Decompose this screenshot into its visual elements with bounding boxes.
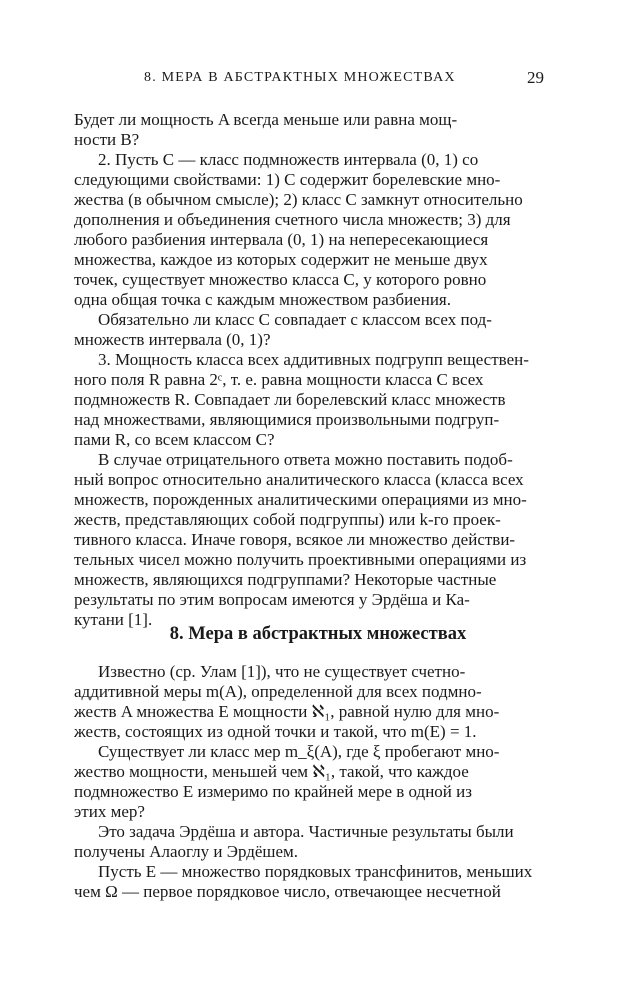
text-line: ности B? (74, 130, 140, 149)
text-line: 3. Мощность класса всех аддитивных подгрупп веществен- (98, 350, 529, 369)
page-number: 29 (527, 68, 544, 87)
text-line: 2. Пусть C — класс подмножеств интервала (0, 1) со (98, 150, 479, 169)
text-line: Обязательно ли класс C совпадает с классом всех под- (98, 310, 492, 329)
running-head (74, 70, 544, 94)
text-line: тельных чисел можно получить проективными операциями из (74, 550, 527, 569)
text-line: кутани [1]. (74, 610, 153, 629)
text-line: Будет ли мощность A всегда меньше или равна мощ- (74, 110, 458, 129)
running-head-title: 8. МЕРА В АБСТРАКТНЫХ МНОЖЕСТВАХ (144, 70, 456, 85)
text-line: пами R, со всем классом C? (74, 430, 275, 449)
text-line: множеств интервала (0, 1)? (74, 330, 271, 349)
text-line: следующими свойствами: 1) C содержит борелевские мно- (74, 170, 501, 189)
text-line: дополнения и объединения счетного числа множеств; 3) для (74, 210, 511, 229)
text-line: результаты по этим вопросам имеются у Эрдёша и Ка- (74, 590, 470, 609)
text-line: В случае отрицательного ответа можно поставить подоб- (98, 450, 513, 469)
text-line: Пусть E — множество порядковых трансфинитов, меньших (98, 862, 533, 881)
text-line: любого разбиения интервала (0, 1) на непересекающиеся (74, 230, 489, 249)
text-line: жество мощности, меньшей чем ℵ₁, такой, что каждое (74, 762, 469, 781)
text-line: жеств A множества E мощности ℵ₁, равной нулю для мно- (74, 702, 500, 721)
text-line: подмножеств R. Совпадает ли борелевский класс множеств (74, 390, 506, 409)
text-line: ный вопрос относительно аналитического класса (класса всех (74, 470, 524, 489)
text-line: ного поля R равна 2ᶜ, т. е. равна мощности класса C всех (74, 370, 484, 389)
text-line: одна общая точка с каждым множеством разбиения. (74, 290, 451, 309)
text-line: Известно (ср. Улам [1]), что не существует счетно- (98, 662, 466, 681)
text-line: жеств, представляющих собой подгруппы) или k-го проек- (74, 510, 501, 529)
text-line: чем Ω — первое порядковое число, отвечающее несчетной (74, 882, 501, 901)
text-line: жеств, состоящих из одной точки и такой, что m(E) = 1. (74, 722, 477, 741)
text-line: множества, каждое из которых содержит не меньше двух (74, 250, 488, 269)
text-line: точек, существует множество класса C, у которого ровно (74, 270, 487, 289)
text-line: аддитивной меры m(A), определенной для всех подмно- (74, 682, 482, 701)
text-line: Существует ли класс мер m_ξ(A), где ξ пробегают мно- (98, 742, 500, 761)
text-line: над множествами, являющимися произвольными подгруп- (74, 410, 500, 429)
text-line: подмножество E измеримо по крайней мере в одной из (74, 782, 472, 801)
text-line: множеств, порожденных аналитическими операциями из мно- (74, 490, 527, 509)
text-line: множеств, являющихся подгруппами? Некоторые частные (74, 570, 497, 589)
text-line: получены Алаоглу и Эрдёшем. (74, 842, 299, 861)
text-line: жества (в обычном смысле); 2) класс C замкнут относительно (74, 190, 523, 209)
text-line: Это задача Эрдёша и автора. Частичные результаты были (98, 822, 514, 841)
text-line: этих мер? (74, 802, 145, 821)
text-line: тивного класса. Иначе говоря, всякое ли множество действи- (74, 530, 516, 549)
section-heading: 8. Мера в абстрактных множествах (169, 624, 467, 644)
